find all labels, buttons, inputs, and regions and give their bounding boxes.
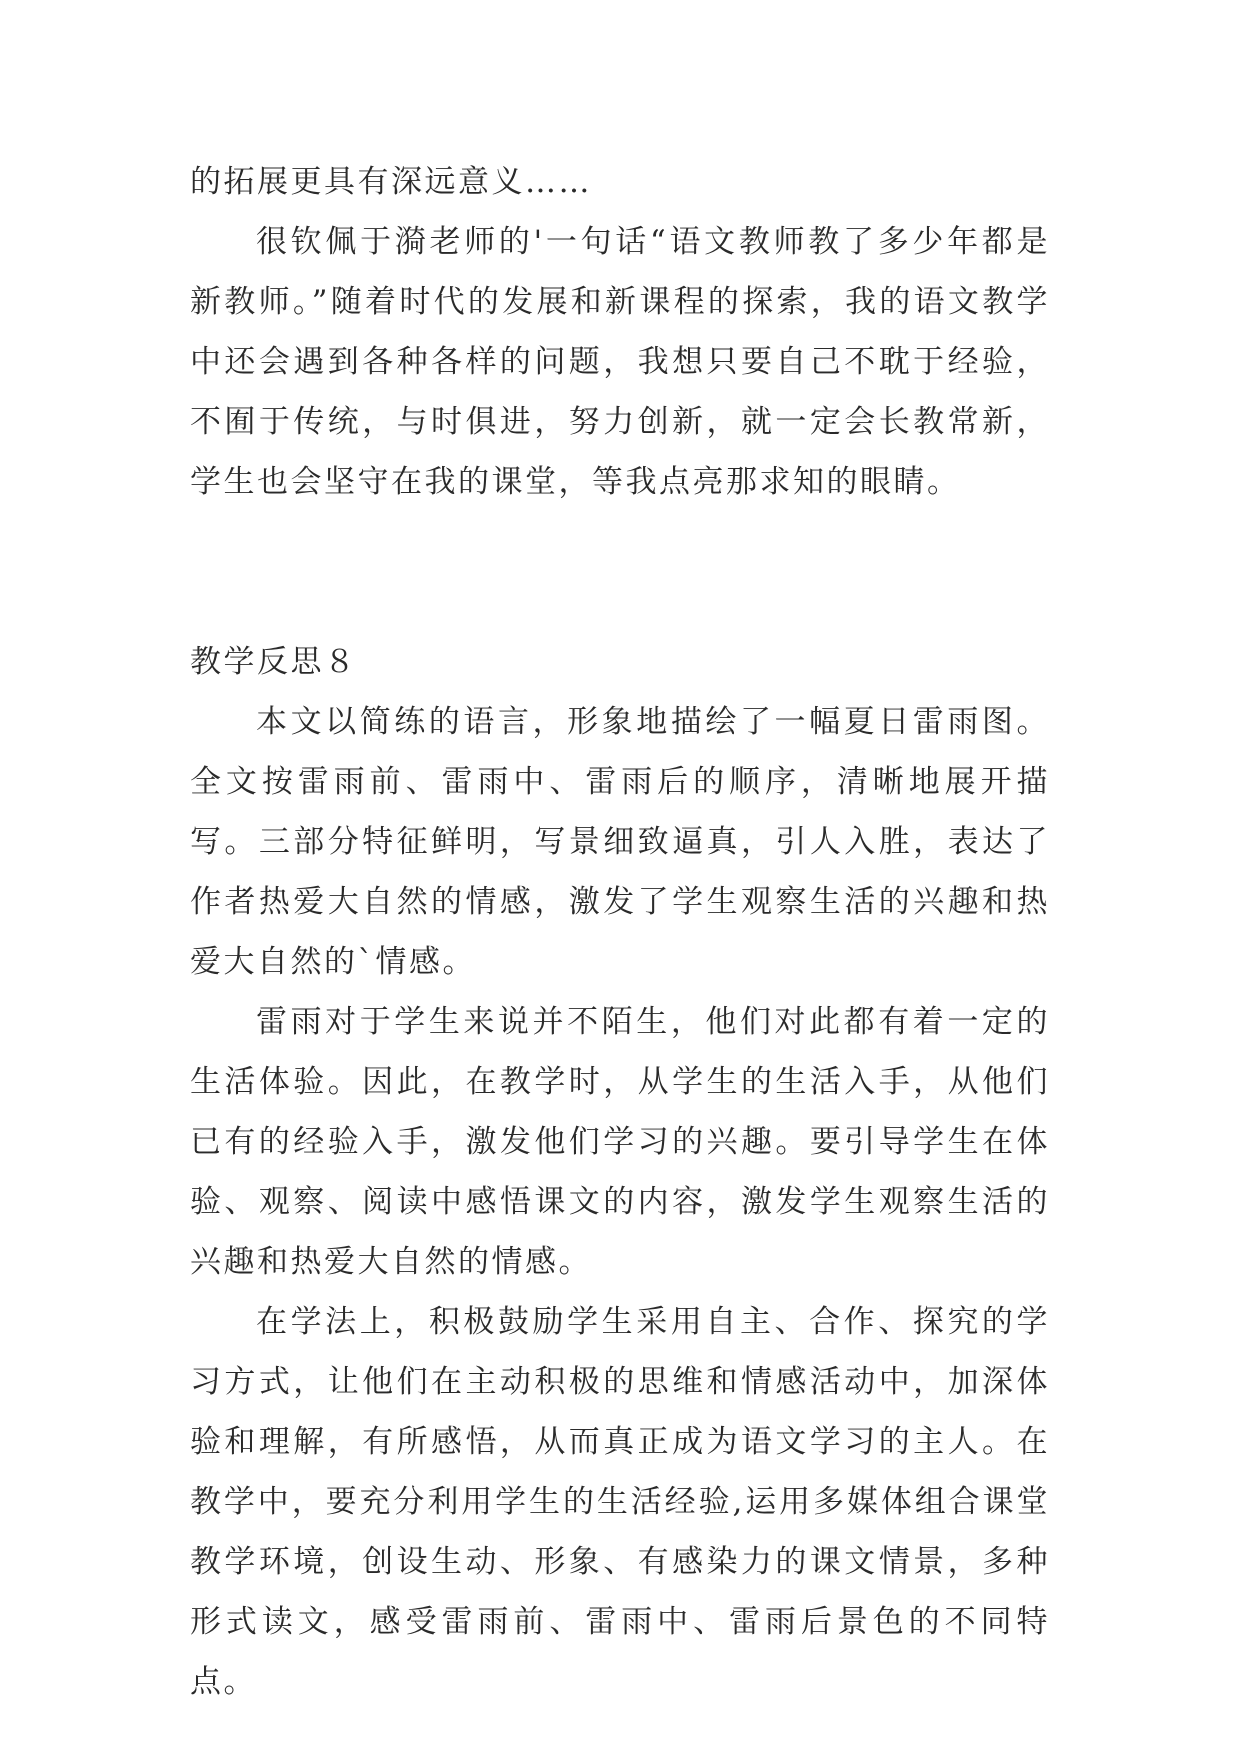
previous-paragraph: 很钦佩于漪老师的'一句话“语文教师教了多少年都是新教师。”随着时代的发展和新课程的探索，我的语文教学中还会遇到各种各样的问题，我想只要自己不耽于经验，不囿于传统，与时俱进，努力创新，就一定会长教常新，学生也会坚守在我的课堂，等我点亮那求知的眼睛。 (190, 224, 1050, 500)
continuation-line: 的拓展更具有深远意义…… (190, 164, 592, 200)
section-gap (190, 512, 1050, 632)
section-title: 教学反思８ (190, 644, 358, 680)
paragraph-3: 在学法上，积极鼓励学生采用自主、合作、探究的学习方式，让他们在主动积极的思维和情感活动中，加深体验和理解，有所感悟，从而真正成为语文学习的主人。在教学中，要充分利用学生的生活经验,运用多媒体组合课堂教学环境，创设生动、形象、有感染力的课文情景，多种形式读文，感受雷雨前、雷雨中、雷雨后景色的不同特点。 (190, 1304, 1050, 1700)
paragraph-1: 本文以简练的语言，形象地描绘了一幅夏日雷雨图。全文按雷雨前、雷雨中、雷雨后的顺序，清晰地展开描写。三部分特征鲜明，写景细致逼真，引人入胜，表达了作者热爱大自然的情感，激发了学生观察生活的兴趣和热爱大自然的`情感。 (190, 704, 1050, 980)
document-body (190, 152, 1050, 1712)
paragraph-2: 雷雨对于学生来说并不陌生，他们对此都有着一定的生活体验。因此，在教学时，从学生的生活入手，从他们已有的经验入手，激发他们学习的兴趣。要引导学生在体验、观察、阅读中感悟课文的内容，激发学生观察生活的兴趣和热爱大自然的情感。 (190, 1004, 1050, 1280)
